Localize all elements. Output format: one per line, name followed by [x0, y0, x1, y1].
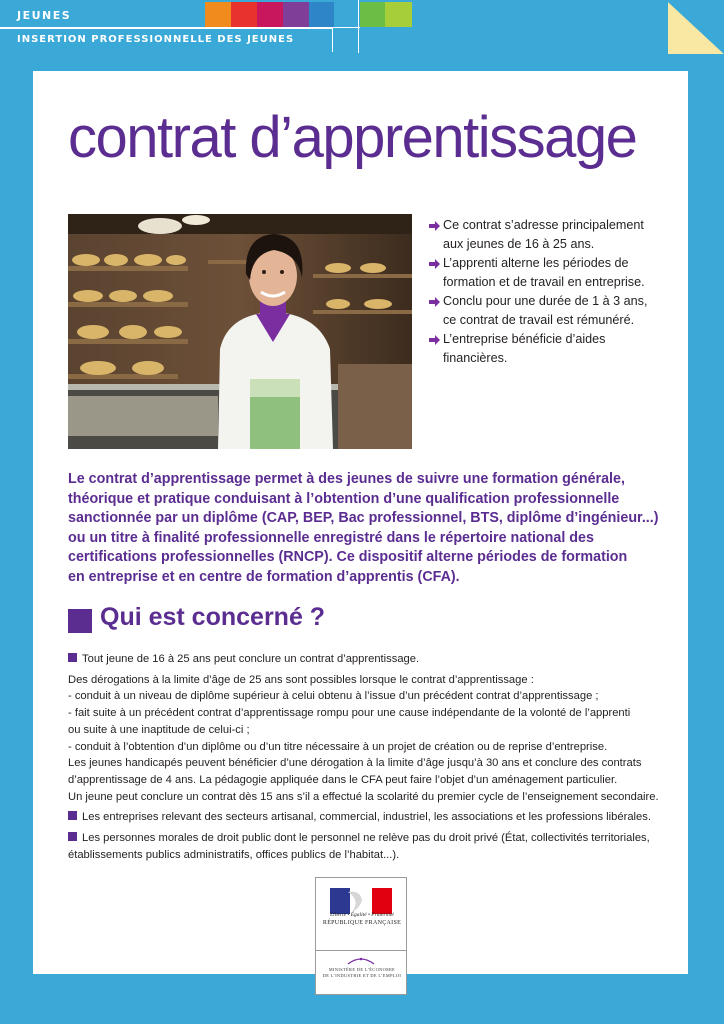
arrow-right-icon: [428, 296, 441, 308]
key-point-line: L’apprenti alterne les périodes de: [443, 256, 629, 270]
section-title: Qui est concerné ?: [100, 603, 326, 631]
bullet-square-icon: [68, 653, 77, 662]
eligibility-text: [68, 651, 668, 863]
intro-line: ou un titre à finalité professionnelle enregistré dans le répertoire national des: [68, 529, 594, 546]
body-line: Tout jeune de 16 à 25 ans peut conclure un contrat d’apprentissage.: [82, 653, 420, 665]
key-point: [428, 292, 668, 330]
color-swatch-red: [231, 2, 257, 27]
header-divider: [358, 0, 359, 53]
color-swatch-blue: [309, 2, 334, 27]
key-point-line: Conclu pour une durée de 1 à 3 ans,: [443, 294, 648, 308]
intro-paragraph: [68, 470, 668, 588]
body-line: Les jeunes handicapés peuvent bénéficier d’une dérogation à la limite d’âge jusqu’à 30 ans et conclure des contrats: [68, 757, 642, 770]
color-swatch-magenta: [257, 2, 283, 27]
body-line: - conduit à l’obtention d’un diplôme ou d’un titre nécessaire à un projet de création ou de reprise d’entreprise.: [68, 740, 608, 753]
ministry-line: MINISTÈRE DE L’ÉCONOMIE: [328, 967, 396, 972]
key-point: [428, 216, 668, 254]
key-point: [428, 254, 668, 292]
color-swatch-purple: [283, 2, 309, 27]
subsection-label: INSERTION PROFESSIONNELLE DES JEUNES: [17, 34, 295, 45]
intro-line: certifications professionnelles (RNCP). Ce dispositif alterne périodes de formation: [68, 549, 628, 566]
logo-divider: [316, 950, 406, 951]
color-swatch-orange: [205, 2, 231, 27]
key-point-line: Ce contrat s’adresse principalement: [443, 218, 644, 232]
body-line: Les entreprises relevant des secteurs artisanal, commercial, industriel, les associations et les professions libérales.: [82, 811, 651, 824]
key-point-line: financières.: [443, 351, 508, 365]
body-item: [68, 651, 668, 668]
intro-line: sanctionnée par un diplôme (CAP, BEP, Bac professionnel, BTS, diplôme d’ingénieur...): [68, 510, 659, 527]
body-item: [68, 809, 668, 826]
key-point-line: aux jeunes de 16 à 25 ans.: [443, 237, 595, 251]
intro-line: théorique et pratique conduisant à l’obtention d’une qualification professionnelle: [68, 490, 620, 507]
body-line: ou suite à une inaptitude de celui-ci ;: [68, 723, 250, 736]
bullet-square-icon: [68, 832, 77, 841]
ministry-emblem-icon: [346, 956, 376, 966]
body-line: Un jeune peut conclure un contrat dès 15 ans s’il a effectué la scolarité du premier cycle de l’enseignement secondaire.: [68, 790, 659, 803]
arrow-right-icon: [428, 220, 441, 232]
ministry-name: [319, 967, 405, 978]
arrow-right-icon: [428, 334, 441, 346]
republic-motto: Liberté • Égalité • Fraternité: [330, 912, 394, 918]
key-point-line: L’entreprise bénéficie d’aides: [443, 332, 606, 346]
page-title: contrat d’apprentissage: [68, 105, 637, 170]
republic-name: RÉPUBLIQUE FRANÇAISE: [322, 920, 402, 926]
section-marker-icon: [68, 609, 92, 633]
color-swatch-green: [360, 2, 385, 27]
corner-fold-icon: [668, 2, 724, 54]
marianne-flag-icon: [330, 888, 392, 914]
body-line: Des dérogations à la limite d’âge de 25 ans sont possibles lorsque le contrat d’apprentissage :: [68, 673, 534, 686]
intro-line: Le contrat d’apprentissage permet à des jeunes de suivre une formation générale,: [68, 471, 625, 487]
government-logo: [315, 877, 407, 995]
key-points-list: [428, 216, 668, 368]
photo-shop-assistant: [68, 214, 412, 449]
body-item: [68, 830, 668, 847]
body-line: d’apprentissage de 4 ans. La pédagogie appliquée dans le CFA peut faire l’objet d’un aménagement particulier.: [68, 773, 618, 786]
section-label: JEUNES: [17, 9, 72, 22]
arrow-right-icon: [428, 258, 441, 270]
key-point-line: formation et de travail en entreprise.: [443, 275, 645, 289]
body-line: établissements publics administratifs, offices publics de l’habitat...).: [68, 848, 400, 861]
color-swatch-lime: [385, 2, 412, 27]
key-point: [428, 330, 668, 368]
ministry-line: DE L’INDUSTRIE ET DE L’EMPLOI: [322, 972, 402, 978]
body-line: - fait suite à un précédent contrat d’apprentissage rompu pour une cause indépendante de la volonté de l’apprenti: [68, 707, 631, 720]
key-point-line: ce contrat de travail est rémunéré.: [443, 313, 635, 327]
intro-line: en entreprise et en centre de formation d’apprentis (CFA).: [68, 568, 460, 585]
body-line: - conduit à un niveau de diplôme supérieur à celui obtenu à l’issue d’un précédent contrat d’apprentissage ;: [68, 690, 599, 703]
bullet-square-icon: [68, 811, 77, 820]
body-line: Les personnes morales de droit public dont le personnel ne relève pas du droit privé (État, collectivités territoriales,: [82, 832, 650, 845]
